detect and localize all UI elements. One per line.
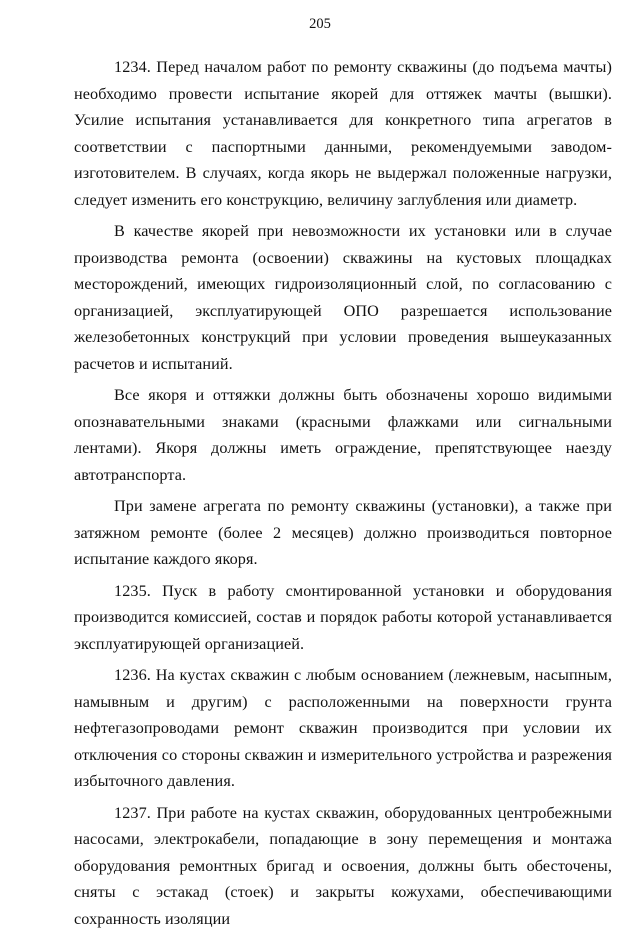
paragraph-anchor-markings: Все якоря и оттяжки должны быть обозначены хорошо видимыми опознавательными знаками (красными флажками или сигнальными лентами). Якоря должны иметь ограждение, препятствующее наезду автотранспорта.: [74, 382, 612, 488]
paragraph-repeat-anchor-test: При замене агрегата по ремонту скважины (установки), а также при затяжном ремонте (более 2 месяцев) должно производиться повторное испытание каждого якоря.: [74, 493, 612, 573]
paragraph-1236-well-pads: 1236. На кустах скважин с любым основанием (лежневым, насыпным, намывным и другим) с расположенными на поверхности грунта нефтегазопроводами ремонт скважин производится при условии их отключения со стороны скважин и измерительного устройства и разрежения избыточного давления.: [74, 662, 612, 795]
page-number: 205: [0, 16, 640, 33]
paragraph-reinforced-concrete-anchors: В качестве якорей при невозможности их установки или в случае производства ремонта (освоении) скважины на кустовых площадках месторождений, имеющих гидроизоляционный слой, по согласованию с организацией, эксплуатирующей ОПО разрешается использование железобетонных конструкций при условии проведения вышеуказанных расчетов и испытаний.: [74, 218, 612, 377]
paragraph-1237-centrifugal-pumps: 1237. При работе на кустах скважин, оборудованных центробежными насосами, электрокабели, попадающие в зону перемещения и монтажа оборудования ремонтных бригад и освоения, должны быть обесточены, сняты с эстакад (стоек) и закрыты кожухами, обеспечивающими сохранность изоляции: [74, 800, 612, 932]
document-body: [74, 54, 612, 932]
paragraph-1235-commissioning: 1235. Пуск в работу смонтированной установки и оборудования производится комиссией, состав и порядок работы которой устанавливается эксплуатирующей организацией.: [74, 578, 612, 658]
paragraph-1234-anchor-test: 1234. Перед началом работ по ремонту скважины (до подъема мачты) необходимо провести испытание якорей для оттяжек мачты (вышки). Усилие испытания устанавливается для конкретного типа агрегатов в соответствии с паспортными данными, рекомендуемыми заводом-изготовителем. В случаях, когда якорь не выдержал положенные нагрузки, следует изменить его конструкцию, величину заглубления или диаметр.: [74, 54, 612, 213]
